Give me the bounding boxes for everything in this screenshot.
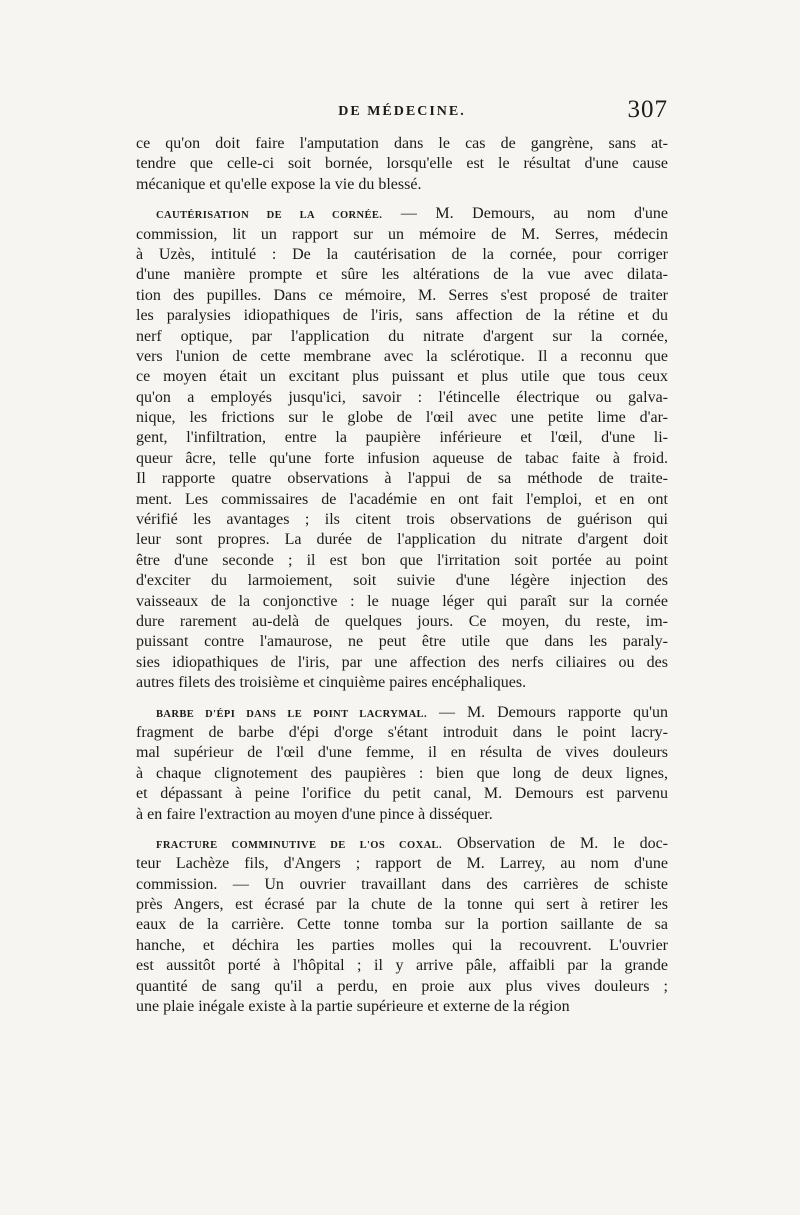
paragraph-gap xyxy=(136,825,668,834)
text-line xyxy=(136,510,668,530)
line-text: à chaque clignotement des paupières : bien que long de deux lignes, xyxy=(136,764,668,782)
line-text: quantité de sang qu'il a perdu, en proie aux plus vives douleurs ; xyxy=(136,977,668,995)
text-line xyxy=(136,977,668,997)
line-text: fragment de barbe d'épi d'orge s'étant introduit dans le point lacry- xyxy=(136,723,668,741)
text-line xyxy=(136,805,668,825)
line-text: tion des pupilles. Dans ce mémoire, M. Serres s'est proposé de traiter xyxy=(136,286,668,304)
text-line xyxy=(136,895,668,915)
line-text: vaisseaux de la conjonctive : le nuage léger qui paraît sur la cornée xyxy=(136,592,668,610)
line-text: à Uzès, intitulé : De la cautérisation de la cornée, pour corriger xyxy=(136,245,668,263)
line-text: tendre que celle-ci soit bornée, lorsqu'elle est le résultat d'une cause xyxy=(136,155,668,173)
text-line xyxy=(136,225,668,245)
text-line xyxy=(136,592,668,612)
page-number: 307 xyxy=(627,96,668,123)
line-text: queur âcre, telle qu'une forte infusion aqueuse de tabac faite à froid. xyxy=(136,449,668,467)
line-text: autres filets des troisième et cinquième paires encéphaliques. xyxy=(136,674,527,692)
line-text: qu'on a employés jusqu'ici, savoir : l'étincelle électrique ou galva- xyxy=(136,388,668,406)
paragraph xyxy=(136,703,668,825)
line-text: les paralysies idiopathiques de l'iris, sans affection de la rétine et du xyxy=(136,307,668,325)
text-line xyxy=(136,490,668,510)
line-text: sies idiopathiques de l'iris, par une affection des nerfs ciliaires ou des xyxy=(136,653,668,671)
line-text: ment. Les commissaires de l'académie en ont fait l'emploi, et en ont xyxy=(136,490,668,508)
book-page xyxy=(136,96,668,1017)
text-line xyxy=(136,723,668,743)
section-heading: CAUTÉRISATION DE LA CORNÉE. xyxy=(156,210,383,222)
text-line xyxy=(136,327,668,347)
paragraph-gap xyxy=(136,195,668,204)
text-line xyxy=(136,784,668,804)
text-line xyxy=(136,743,668,763)
text-line xyxy=(136,854,668,874)
line-text: commission, lit un rapport sur un mémoire de M. Serres, médecin xyxy=(136,225,668,243)
line-text: nerf optique, par l'application du nitrate d'argent sur la cornée, xyxy=(136,327,668,345)
line-text: est aussitôt porté à l'hôpital ; il y arrive pâle, affaibli par la grande xyxy=(136,957,668,975)
line-text: leur sont propres. La durée de l'application du nitrate d'argent doit xyxy=(136,531,668,549)
text-line xyxy=(136,306,668,326)
text-line xyxy=(136,388,668,408)
line-text: eaux de la carrière. Cette tonne tomba sur la portion saillante de sa xyxy=(136,916,668,934)
text-line xyxy=(136,367,668,387)
line-text: ce moyen était un excitant plus puissant et plus utile que tous ceux xyxy=(136,368,668,386)
text-line xyxy=(136,265,668,285)
text-line xyxy=(136,551,668,571)
section-heading: BARBE D'ÉPI DANS LE POINT LACRYMAL. xyxy=(156,708,427,720)
text-line xyxy=(136,997,668,1017)
line-text: — M. Demours rapporte qu'un xyxy=(426,703,668,721)
paragraph xyxy=(136,134,668,195)
line-text: mécanique et qu'elle expose la vie du blessé. xyxy=(136,175,422,193)
text-line xyxy=(136,428,668,448)
line-text: — M. Demours, au nom d'une xyxy=(382,205,668,223)
text-line xyxy=(136,612,668,632)
paragraph xyxy=(136,834,668,1018)
line-text: mal supérieur de l'œil d'une femme, il en résulta de vives douleurs xyxy=(136,744,668,762)
text-line xyxy=(136,134,668,154)
line-text: une plaie inégale existe à la partie supérieure et externe de la région xyxy=(136,998,570,1016)
text-line xyxy=(136,632,668,652)
body-text xyxy=(136,134,668,1017)
line-text: vers l'union de cette membrane avec la sclérotique. Il a reconnu que xyxy=(136,347,668,365)
text-line xyxy=(136,875,668,895)
line-text: Il rapporte quatre observations à l'appui de sa méthode de traite- xyxy=(136,470,668,488)
line-text: teur Lachèze fils, d'Angers ; rapport de M. Larrey, au nom d'une xyxy=(136,855,668,873)
text-line xyxy=(136,764,668,784)
line-text: hanche, et déchira les parties molles qui la recouvrent. L'ouvrier xyxy=(136,936,668,954)
line-text: nique, les frictions sur le globe de l'œil avec une petite lime d'ar- xyxy=(136,409,668,427)
line-text: près Angers, est écrasé par la chute de la tonne qui sert à retirer les xyxy=(136,896,668,914)
running-title: DE MÉDECINE. xyxy=(338,104,466,119)
text-line xyxy=(136,703,668,723)
text-line xyxy=(136,347,668,367)
text-line xyxy=(136,936,668,956)
line-text: à en faire l'extraction au moyen d'une pince à disséquer. xyxy=(136,805,493,823)
text-line xyxy=(136,956,668,976)
text-line xyxy=(136,449,668,469)
section-heading: FRACTURE COMMINUTIVE DE L'OS COXAL. xyxy=(156,839,442,851)
text-line xyxy=(136,915,668,935)
text-line xyxy=(136,469,668,489)
line-text: ce qu'on doit faire l'amputation dans le cas de gangrène, sans at- xyxy=(136,135,668,152)
running-head xyxy=(136,96,668,134)
text-line xyxy=(136,408,668,428)
line-text: puissant contre l'amaurose, ne peut être utile que dans les paraly- xyxy=(136,633,668,651)
line-text: et dépassant à peine l'orifice du petit canal, M. Demours est parvenu xyxy=(136,785,668,803)
line-text: d'exciter du larmoiement, soit suivie d'une légère injection des xyxy=(136,572,668,590)
line-text: commission. — Un ouvrier travaillant dans des carrières de schiste xyxy=(136,875,668,893)
line-text: dure rarement au-delà de quelques jours. Ce moyen, du reste, im- xyxy=(136,612,668,630)
text-line xyxy=(136,571,668,591)
line-text: vérifié les avantages ; ils citent trois observations de guérison qui xyxy=(136,511,668,529)
paragraph xyxy=(136,204,668,693)
text-line xyxy=(136,154,668,174)
line-text: gent, l'infiltration, entre la paupière inférieure et l'œil, d'une li- xyxy=(136,429,668,447)
text-line xyxy=(136,834,668,854)
text-line xyxy=(136,673,668,693)
text-line xyxy=(136,204,668,224)
line-text: Observation de M. le doc- xyxy=(442,834,668,852)
text-line xyxy=(136,653,668,673)
text-line xyxy=(136,175,668,195)
paragraph-gap xyxy=(136,694,668,703)
text-line xyxy=(136,286,668,306)
text-line xyxy=(136,530,668,550)
line-text: être d'une seconde ; il est bon que l'irritation soit portée au point xyxy=(136,551,668,569)
line-text: d'une manière prompte et sûre les altérations de la vue avec dilata- xyxy=(136,266,668,284)
text-line xyxy=(136,245,668,265)
